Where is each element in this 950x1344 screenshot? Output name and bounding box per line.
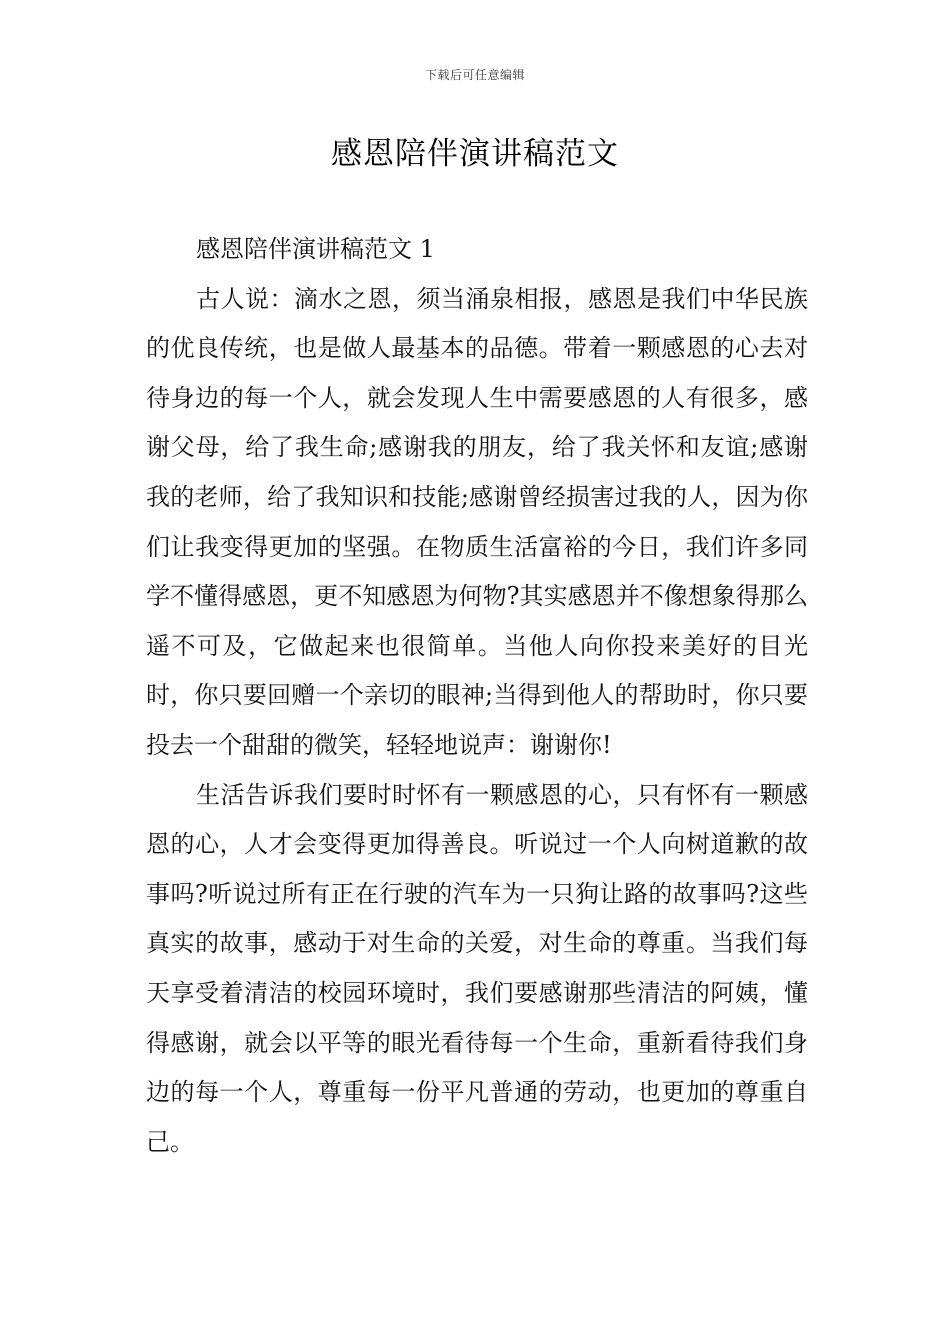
header-note: 下载后可任意编辑: [424, 68, 525, 82]
section-heading: 感恩陪伴演讲稿范文 1: [196, 235, 435, 263]
paragraph-1: 古人说：滴水之恩，须当涌泉相报，感恩是我们中华民族的优良传统，也是做人最基本的品德。带着一颗感恩的心去对待身边的每一个人，就会发现人生中需要感恩的人有很多，感谢父母，给了我生命;感谢我的朋友，给了我关怀和友谊;感谢我的老师，给了我知识和技能;感谢曾经损害过我的人，因为你们让我变得更加的坚强。在物质生活富裕的今日，我们许多同学不懂得感恩，更不知感恩为何物?其实感恩并不像想象得那么遥不可及，它做起来也很简单。当他人向你投来美好的目光时，你只要回赠一个亲切的眼神;当得到他人的帮助时，你只要投去一个甜甜的微笑，轻轻地说声：谢谢你!: [146, 284, 808, 759]
paragraph-2: 生活告诉我们要时时怀有一颗感恩的心，只有怀有一颗感恩的心，人才会变得更加得善良。听说过一个人向树道歉的故事吗?听说过所有正在行驶的汽车为一只狗让路的故事吗?这些真实的故事，感动于对生命的关爱，对生命的尊重。当我们每天享受着清洁的校园环境时，我们要感谢那些清洁的阿姨，懂得感谢，就会以平等的眼光看待每一个生命，重新看待我们身边的每一个人，尊重每一份平凡普通的劳动，也更加的尊重自己。: [146, 780, 808, 1156]
document-title: 感恩陪伴演讲稿范文: [331, 136, 619, 172]
document-body: [146, 225, 808, 1167]
